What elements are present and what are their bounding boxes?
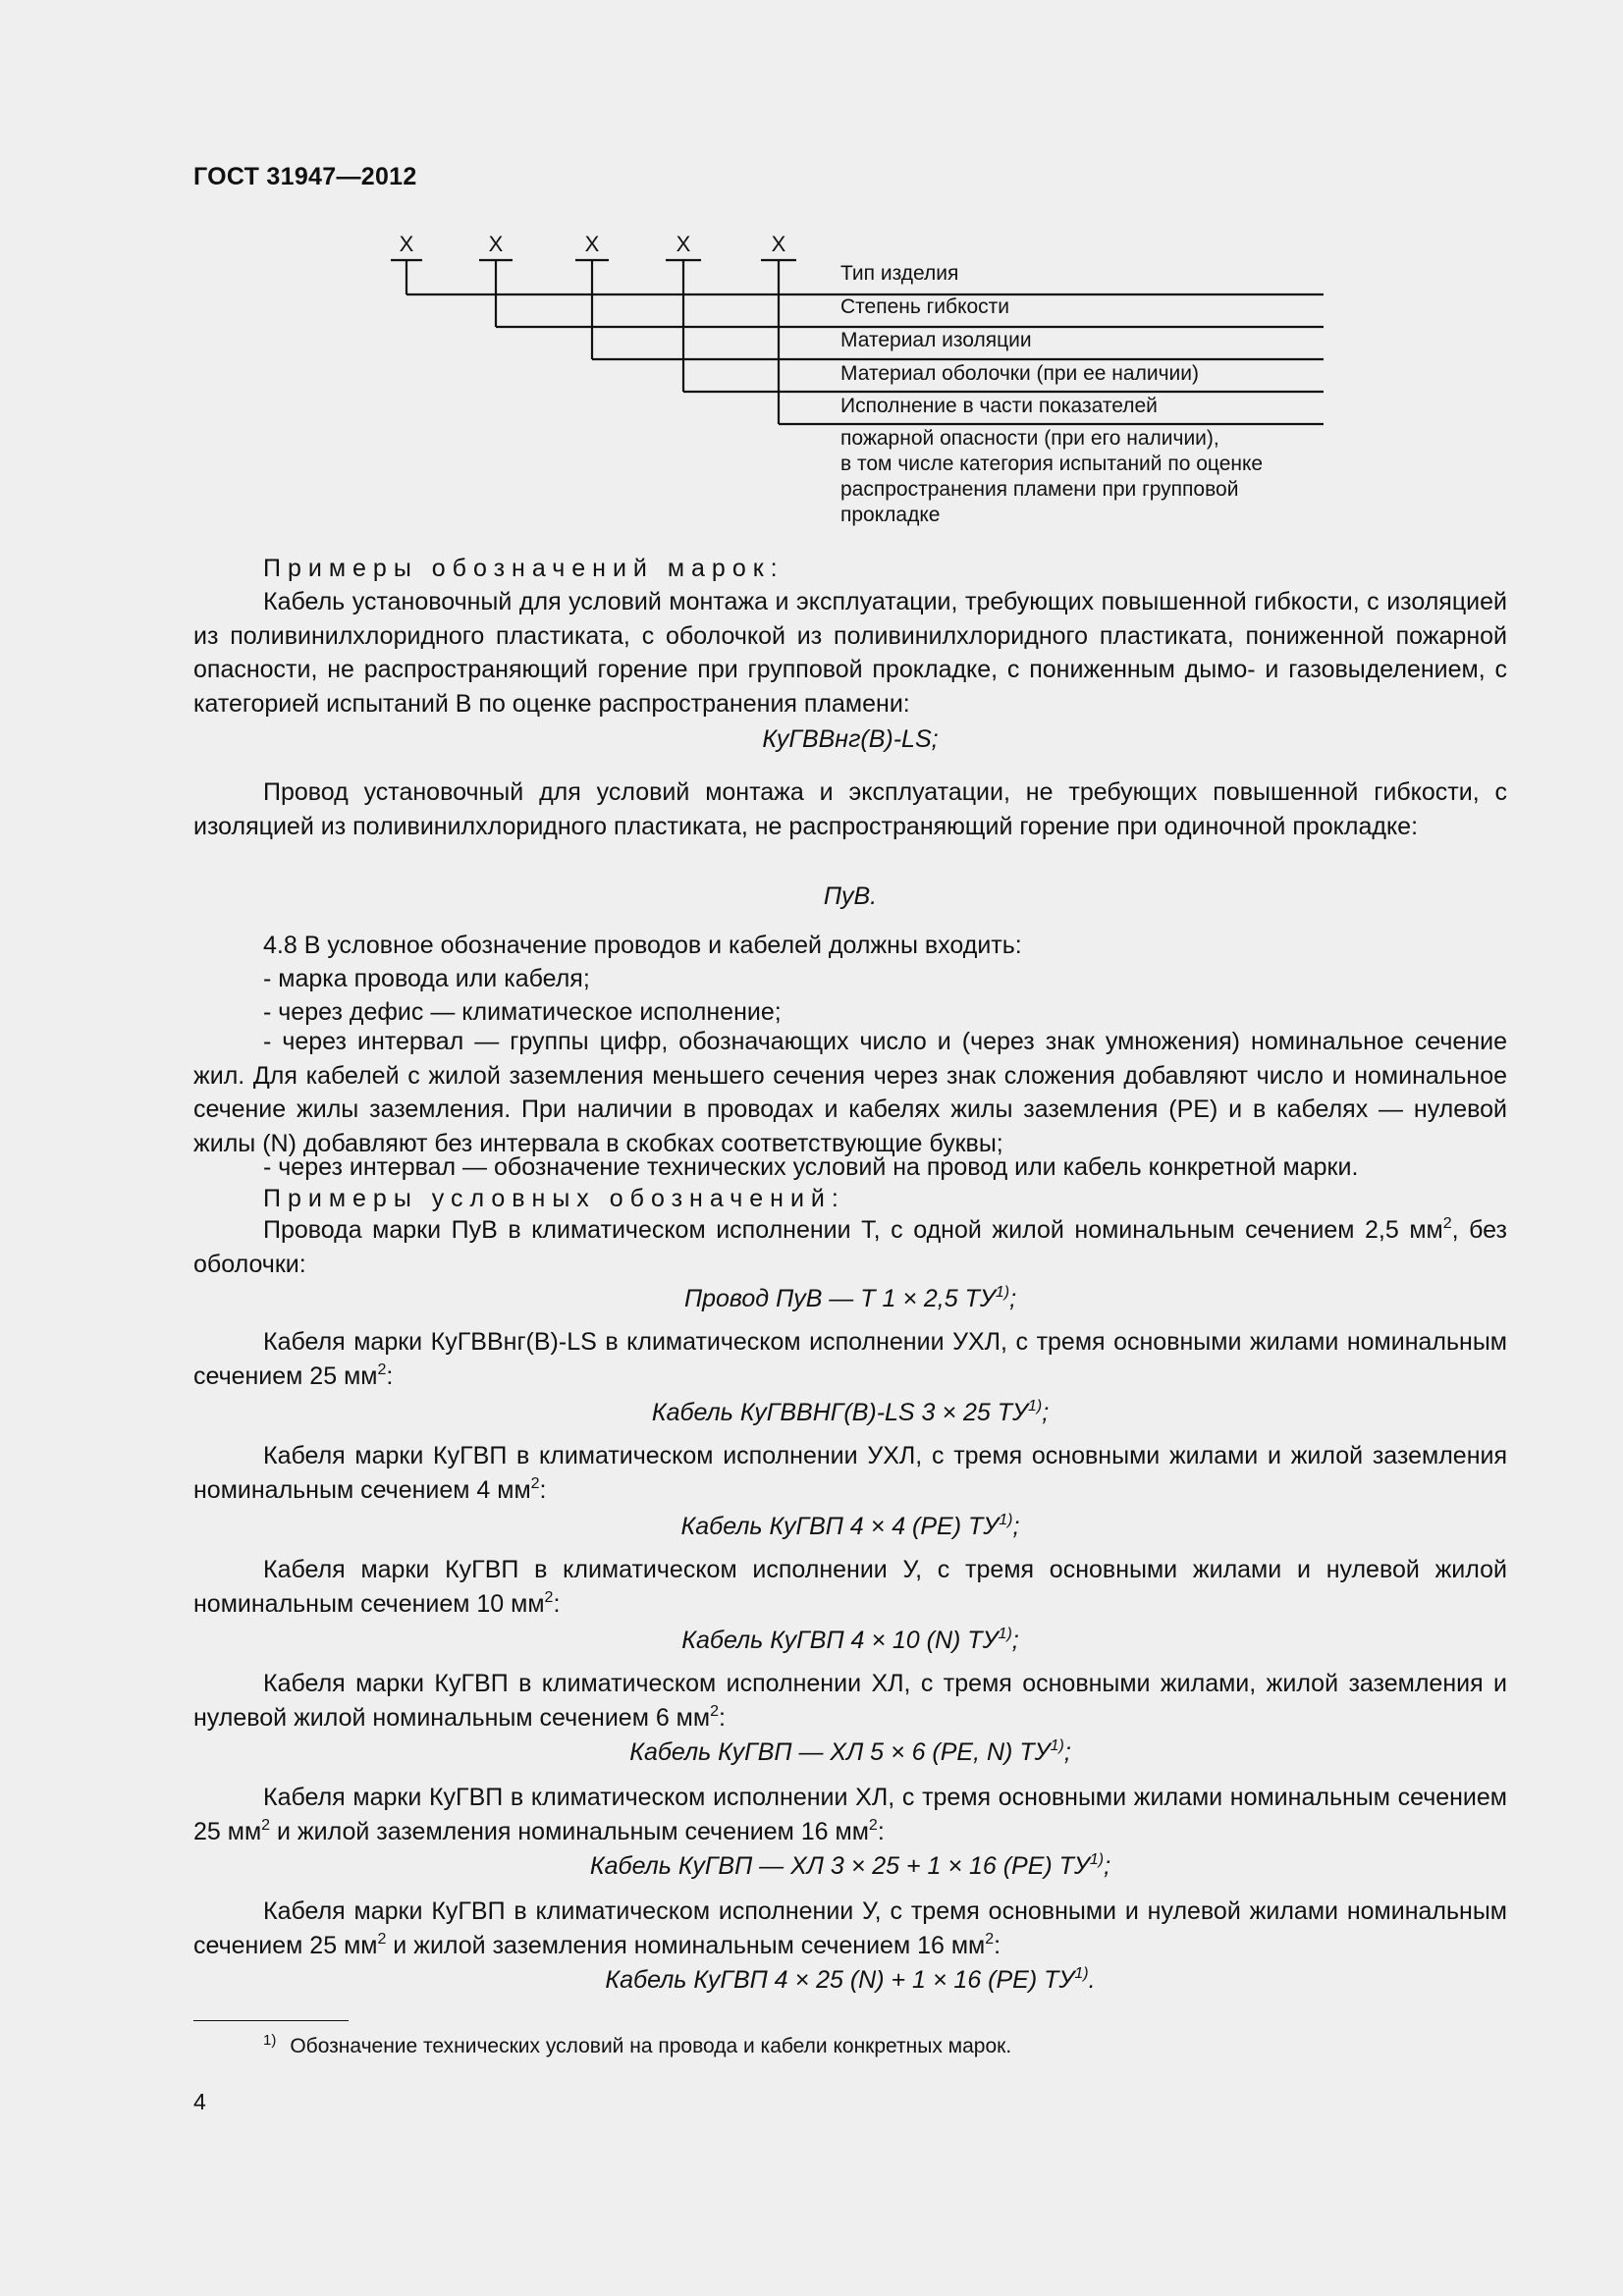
diagram-label-product-type: Тип изделия [840, 262, 959, 285]
example-g-text: Кабеля марки КуГВП в климатическом исполнении У, с тремя основными и нулевой жилами номинальным сечением 25 $мм^2$ и жилой заземления номинальным сечением 16 $мм^2$: [193, 1897, 1507, 1959]
section-4-8: 4.8 В условное обозначение проводов и кабелей должны входить: [263, 932, 1022, 959]
example-f-text: Кабеля марки КуГВП в климатическом исполнении ХЛ, с тремя основными жилами номинальным сечением 25 $мм^2$ и жилой заземления номинальным сечением 16 $мм^2$: [193, 1784, 1507, 1845]
list-item-4: - через интервал — обозначение технических условий на провод или кабель конкретной марки. [263, 1153, 1359, 1181]
document-code: ГОСТ 31947—2012 [193, 163, 417, 190]
example-2-formula: ПуВ. [823, 882, 878, 910]
example-g-formula: Кабель КуГВП 4 × 25 (N) + 1 × 16 (PE) ТУ$^{1)}$. [605, 1965, 1096, 1994]
diagram-mark-3: X [584, 232, 600, 256]
footnote-text: Обозначение технических условий на провода и кабели конкретных марок. [290, 2035, 1012, 2057]
example-b-text: Кабеля марки КуГВВнг(В)-LS в климатическом исполнении УХЛ, с тремя основными жилами номинальным сечением 25 $мм^2$: [193, 1328, 1507, 1390]
diagram-label-execution: Исполнение в части показателей [840, 395, 1158, 417]
page-number: 4 [193, 2089, 206, 2114]
example-e-text: Кабеля марки КуГВП в климатическом исполнении ХЛ, с тремя основными жилами, жилой заземления и нулевой жилой номинальным сечением 6 $мм^2$: [193, 1670, 1507, 1732]
diagram-lines [0, 0, 1623, 550]
footnote [263, 2032, 1011, 2058]
diagram-label-insulation: Материал изоляции [840, 329, 1032, 351]
diagram-mark-1: X [399, 232, 414, 256]
example-e-formula: Кабель КуГВП — ХЛ 5 × 6 (PE, N) ТУ$^{1)}$; [629, 1737, 1071, 1766]
diagram-mark-4: X [676, 232, 691, 256]
diagram-label-cont-3: распространения пламени при групповой [840, 478, 1239, 501]
example-1-text: Кабель установочный для условий монтажа и эксплуатации, требующих повышенной гибкости, с изоляцией из поливинилхлоридного пластиката, с оболочкой из поливинилхлоридного пластиката, пониженной пожарной опасности, не распространяющий горение при групповой прокладке, с пониженным дымо- и газовыделением, с категорией испытаний В по оценке распространения пламени: [193, 588, 1507, 718]
example-1-formula: КуГВВнг(В)-LS; [762, 725, 939, 753]
example-d-formula: Кабель КуГВП 4 × 10 (N) ТУ$^{1)}$; [681, 1626, 1019, 1654]
example-c-text: Кабеля марки КуГВП в климатическом исполнении УХЛ, с тремя основными жилами и жилой заземления номинальным сечением 4 $мм^2$: [193, 1442, 1507, 1504]
diagram-label-sheath: Материал оболочки (при ее наличии) [840, 362, 1199, 385]
list-item-1: - марка провода или кабеля; [263, 965, 590, 992]
list-item-3: - через интервал — группы цифр, обозначающих число и (через знак умножения) номинальное сечение жил. Для кабелей с жилой заземления меньшего сечения через знак сложения добавляют число и номинальное сечение жилы заземления. При наличии в проводах и кабелях жилы заземления (РЕ) и в кабелях — нулевой жилы (N) добавляют без интервала в скобках соответствующие буквы; [193, 1028, 1507, 1157]
footnote-divider [193, 2020, 349, 2021]
example-a-formula: Провод ПуВ — Т 1 × 2,5 ТУ$^{1)}$; [683, 1284, 1017, 1312]
example-d-text: Кабеля марки КуГВП в климатическом исполнении У, с тремя основными жилами и нулевой жилой номинальным сечением 10 $мм^2$: [193, 1556, 1507, 1618]
diagram-label-flexibility: Степень гибкости [840, 295, 1010, 318]
example-b-formula: Кабель КуГВВНГ(В)-LS 3 × 25 ТУ$^{1)}$; [651, 1398, 1050, 1426]
diagram-label-cont-4: прокладке [840, 504, 941, 526]
footnote-marker: 1) [263, 2032, 277, 2049]
example-c-formula: Кабель КуГВП 4 × 4 (PE) ТУ$^{1)}$; [680, 1512, 1020, 1540]
example-f-formula: Кабель КуГВП — ХЛ 3 × 25 + 1 × 16 (PE) ТУ$^{1)}$; [589, 1851, 1111, 1880]
examples-brands-heading: Примеры обозначений марок: [263, 555, 784, 582]
diagram-label-cont-2: в том числе категория испытаний по оценке [840, 453, 1264, 475]
list-item-2: - через дефис — климатическое исполнение; [263, 998, 782, 1026]
diagram-label-cont-1: пожарной опасности (при его наличии), [840, 427, 1219, 450]
diagram-mark-5: X [771, 232, 786, 256]
example-2-text: Провод установочный для условий монтажа и эксплуатации, не требующих повышенной гибкости, с изоляцией из поливинилхлоридного пластиката, не распространяющий горение при одиночной прокладке: [193, 778, 1507, 840]
examples-designations-heading: Примеры условных обозначений: [263, 1185, 845, 1212]
example-a-text: Провода марки ПуВ в климатическом исполнении Т, с одной жилой номинальным сечением 2,5 $мм^2$, без оболочки: [193, 1215, 1507, 1278]
diagram-mark-2: X [488, 232, 504, 256]
